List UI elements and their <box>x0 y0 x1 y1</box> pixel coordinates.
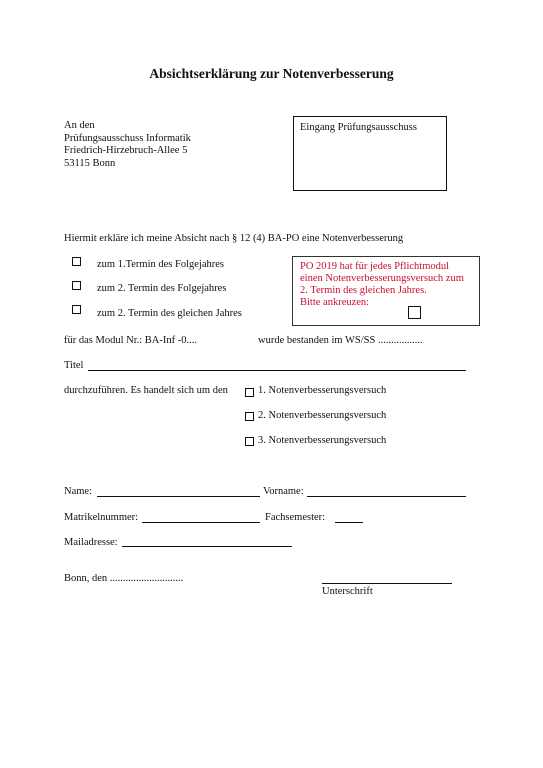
versuch-2-label: 2. Notenverbesserungsversuch <box>258 410 387 421</box>
termin-2-label: zum 2. Termin des Folgejahres <box>97 283 227 294</box>
versuch-2-checkbox[interactable] <box>245 412 254 421</box>
po-note-line: PO 2019 hat für jedes Pflichtmodul <box>300 261 450 272</box>
termin-2-checkbox[interactable] <box>72 281 81 290</box>
unterschrift-label: Unterschrift <box>322 586 373 597</box>
modul-nr-text: für das Modul Nr.: BA-Inf -0.... <box>64 335 197 346</box>
versuch-1-checkbox[interactable] <box>245 388 254 397</box>
po-note-line: einen Notenverbesserungsversuch zum <box>300 273 464 284</box>
signature-line[interactable] <box>322 583 452 584</box>
versuch-3-label: 3. Notenverbesserungsversuch <box>258 435 387 446</box>
titel-label: Titel <box>64 360 84 371</box>
page-title: Absichtserklärung zur Notenverbesserung <box>149 66 394 81</box>
name-field[interactable] <box>97 496 260 497</box>
address-line: 53115 Bonn <box>64 157 116 169</box>
fachsemester-field[interactable] <box>335 522 363 523</box>
mail-field[interactable] <box>122 546 292 547</box>
vorname-label: Vorname: <box>263 486 304 497</box>
versuch-1-label: 1. Notenverbesserungsversuch <box>258 385 387 396</box>
matrikel-field[interactable] <box>142 522 260 523</box>
declaration-text: Hiermit erkläre ich meine Absicht nach § 12 (4) BA-PO eine Notenverbesserung <box>64 233 404 244</box>
po-note-line: Bitte ankreuzen: <box>300 297 370 308</box>
address-line: Prüfungsausschuss Informatik <box>64 132 191 144</box>
titel-field[interactable] <box>88 370 466 371</box>
name-label: Name: <box>64 486 92 497</box>
address-line: Friedrich-Hirzebruch-Allee 5 <box>64 145 188 156</box>
termin-3-label: zum 2. Termin des gleichen Jahres <box>97 308 242 319</box>
fachsemester-label: Fachsemester: <box>265 512 326 523</box>
po-note-box <box>292 256 480 326</box>
bestanden-text: wurde bestanden im WS/SS ................. <box>258 335 423 346</box>
mail-label: Mailadresse: <box>64 537 118 548</box>
po-note-line: 2. Termin des gleichen Jahres. <box>300 285 427 296</box>
matrikel-label: Matrikelnummer: <box>64 512 139 523</box>
eingang-label: Eingang Prüfungsausschuss <box>300 122 417 133</box>
versuch-3-checkbox[interactable] <box>245 437 254 446</box>
ort-datum-text: Bonn, den ............................ <box>64 573 184 584</box>
termin-1-checkbox[interactable] <box>72 257 81 266</box>
termin-3-checkbox[interactable] <box>72 305 81 314</box>
po-note-text <box>300 261 464 309</box>
termin-1-label: zum 1.Termin des Folgejahres <box>97 259 224 270</box>
po-note-checkbox[interactable] <box>408 306 421 319</box>
recipient-address <box>64 120 191 170</box>
durchfuehren-text: durchzuführen. Es handelt sich um den <box>64 385 228 396</box>
address-line: An den <box>64 120 95 131</box>
eingang-stamp-box <box>293 116 447 191</box>
vorname-field[interactable] <box>307 496 466 497</box>
